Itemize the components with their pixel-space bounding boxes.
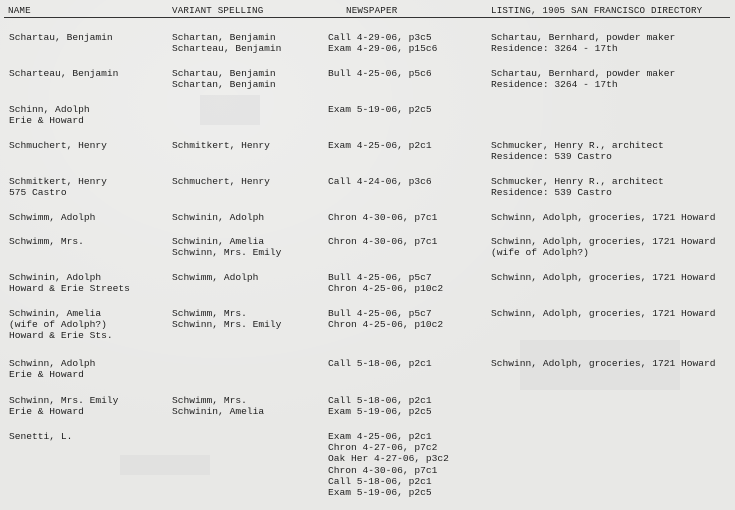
cell-line: 575 Castro <box>9 187 67 199</box>
header-variant-spelling: VARIANT SPELLING <box>172 5 264 16</box>
cell-line: Erie & Howard <box>9 406 84 418</box>
cell-newspaper <box>328 32 437 54</box>
cell-line: Exam 5-19-06, p2c5 <box>328 486 432 498</box>
cell-listing <box>491 272 716 283</box>
cell-line: Schwinin, Amelia <box>172 406 265 418</box>
cell-line: Schmucker, Henry R., architect <box>491 140 664 151</box>
bleed-through-mark <box>200 95 260 125</box>
cell-listing <box>491 212 716 223</box>
cell-line: Chron 4-30-06, p7c1 <box>328 236 438 247</box>
cell-newspaper <box>328 358 432 369</box>
cell-listing <box>491 236 716 258</box>
header-listing: LISTING, 1905 SAN FRANCISCO DIRECTORY <box>491 5 703 16</box>
cell-line: Schartau, Benjamin <box>172 68 276 79</box>
cell-line: Schwimm, Adolph <box>9 212 96 223</box>
cell-line: Chron 4-30-06, p7c1 <box>328 212 438 223</box>
cell-line: Chron 4-25-06, p10c2 <box>328 283 444 295</box>
cell-variant <box>172 176 270 187</box>
cell-line: Schwinn, Mrs. Emily <box>172 247 282 259</box>
cell-newspaper <box>328 104 432 115</box>
cell-line: Schmitkert, Henry <box>172 140 270 151</box>
cell-line: Schartau, Bernhard, powder maker <box>491 68 676 79</box>
cell-line: Residence: 3264 - 17th <box>491 79 618 91</box>
cell-line: Schartan, Benjamin <box>172 32 276 43</box>
cell-line: Call 4-24-06, p3c6 <box>328 176 432 187</box>
cell-line: Senetti, L. <box>9 431 73 442</box>
header-name: NAME <box>8 5 31 16</box>
cell-variant <box>172 395 264 417</box>
cell-line: (wife of Adolph?) <box>491 247 589 259</box>
cell-line: Schmucker, Henry R., architect <box>491 176 664 187</box>
cell-line: Exam 5-19-06, p2c5 <box>328 406 432 418</box>
cell-line: Schwinn, Mrs. Emily <box>172 319 282 331</box>
cell-line: Bull 4-25-06, p5c7 <box>328 308 432 319</box>
cell-listing <box>491 176 664 198</box>
cell-variant <box>172 272 258 283</box>
cell-line: Schwinin, Amelia <box>172 236 265 247</box>
cell-line: Erie & Howard <box>9 369 84 381</box>
cell-line: Schwinn, Adolph, groceries, 1721 Howard <box>491 212 716 223</box>
cell-listing <box>491 68 675 90</box>
cell-line: Oak Her 4-27-06, p3c2 <box>328 453 449 465</box>
cell-line: Scharteau, Benjamin <box>9 68 119 79</box>
cell-name <box>9 140 107 151</box>
cell-line: Chron 4-27-06, p7c2 <box>328 442 438 454</box>
cell-line: Howard & Erie Sts. <box>9 330 113 342</box>
cell-listing <box>491 308 716 319</box>
cell-line: Schwimm, Mrs. <box>9 236 84 247</box>
cell-line: Schartau, Benjamin <box>9 32 113 43</box>
header-rule <box>4 17 730 18</box>
cell-listing <box>491 32 675 54</box>
cell-newspaper <box>328 308 443 330</box>
cell-name <box>9 272 130 294</box>
cell-line: Call 5-18-06, p2c1 <box>328 475 432 487</box>
cell-line: Schwinin, Adolph <box>9 272 102 283</box>
cell-line: Residence: 539 Castro <box>491 151 612 163</box>
cell-newspaper <box>328 272 443 294</box>
cell-line: Residence: 539 Castro <box>491 187 612 199</box>
cell-line: Schwimm, Mrs. <box>172 395 247 406</box>
cell-line: Exam 5-19-06, p2c5 <box>328 104 432 115</box>
cell-line: Chron 4-25-06, p10c2 <box>328 319 444 331</box>
cell-line: Call 4-29-06, p3c5 <box>328 32 432 43</box>
cell-name <box>9 32 113 43</box>
cell-listing <box>491 140 664 162</box>
cell-line: Schmitkert, Henry <box>9 176 107 187</box>
cell-name <box>9 308 113 342</box>
cell-line: Schwinn, Adolph, groceries, 1721 Howard <box>491 272 716 283</box>
cell-name <box>9 176 107 198</box>
cell-line: Schwinn, Adolph, groceries, 1721 Howard <box>491 308 716 319</box>
cell-line: Exam 4-25-06, p2c1 <box>328 431 432 442</box>
cell-variant <box>172 236 281 258</box>
bleed-through-mark <box>120 455 210 475</box>
cell-line: Residence: 3264 - 17th <box>491 43 618 55</box>
cell-name <box>9 68 118 79</box>
cell-variant <box>172 212 264 223</box>
cell-listing <box>491 358 716 369</box>
cell-line: Schinn, Adolph <box>9 104 90 115</box>
cell-line: Schwimm, Adolph <box>172 272 259 283</box>
cell-name <box>9 104 90 126</box>
cell-line: Howard & Erie Streets <box>9 283 130 295</box>
cell-line: Schwimm, Mrs. <box>172 308 247 319</box>
cell-variant <box>172 140 270 151</box>
cell-name <box>9 395 118 417</box>
cell-name <box>9 358 95 380</box>
cell-line: Schwinin, Adolph <box>172 212 265 223</box>
cell-line: (wife of Adolph?) <box>9 319 107 331</box>
header-newspaper: NEWSPAPER <box>346 5 398 16</box>
cell-line: Schmuchert, Henry <box>9 140 107 151</box>
cell-line: Chron 4-30-06, p7c1 <box>328 464 438 476</box>
cell-line: Exam 4-25-06, p2c1 <box>328 140 432 151</box>
cell-newspaper <box>328 395 432 417</box>
cell-line: Call 5-18-06, p2c1 <box>328 358 432 369</box>
cell-newspaper <box>328 176 432 187</box>
cell-name <box>9 236 84 247</box>
cell-line: Bull 4-25-06, p5c6 <box>328 68 432 79</box>
cell-line: Schartan, Benjamin <box>172 79 276 91</box>
cell-newspaper <box>328 68 432 79</box>
cell-newspaper <box>328 431 449 498</box>
cell-newspaper <box>328 212 437 223</box>
cell-name <box>9 431 72 442</box>
cell-name <box>9 212 95 223</box>
cell-line: Schwinin, Amelia <box>9 308 102 319</box>
cell-line: Bull 4-25-06, p5c7 <box>328 272 432 283</box>
cell-newspaper <box>328 236 437 247</box>
cell-line: Erie & Howard <box>9 115 84 127</box>
cell-variant <box>172 32 281 54</box>
cell-line: Call 5-18-06, p2c1 <box>328 395 432 406</box>
cell-line: Schwinn, Mrs. Emily <box>9 395 119 406</box>
cell-line: Schwinn, Adolph, groceries, 1721 Howard <box>491 236 716 247</box>
cell-line: Schartau, Bernhard, powder maker <box>491 32 676 43</box>
cell-line: Scharteau, Benjamin <box>172 43 282 55</box>
cell-newspaper <box>328 140 432 151</box>
cell-variant <box>172 308 281 330</box>
cell-line: Schwinn, Adolph <box>9 358 96 369</box>
cell-line: Schmuchert, Henry <box>172 176 270 187</box>
cell-line: Schwinn, Adolph, groceries, 1721 Howard <box>491 358 716 369</box>
cell-line: Exam 4-29-06, p15c6 <box>328 43 438 55</box>
cell-variant <box>172 68 276 90</box>
